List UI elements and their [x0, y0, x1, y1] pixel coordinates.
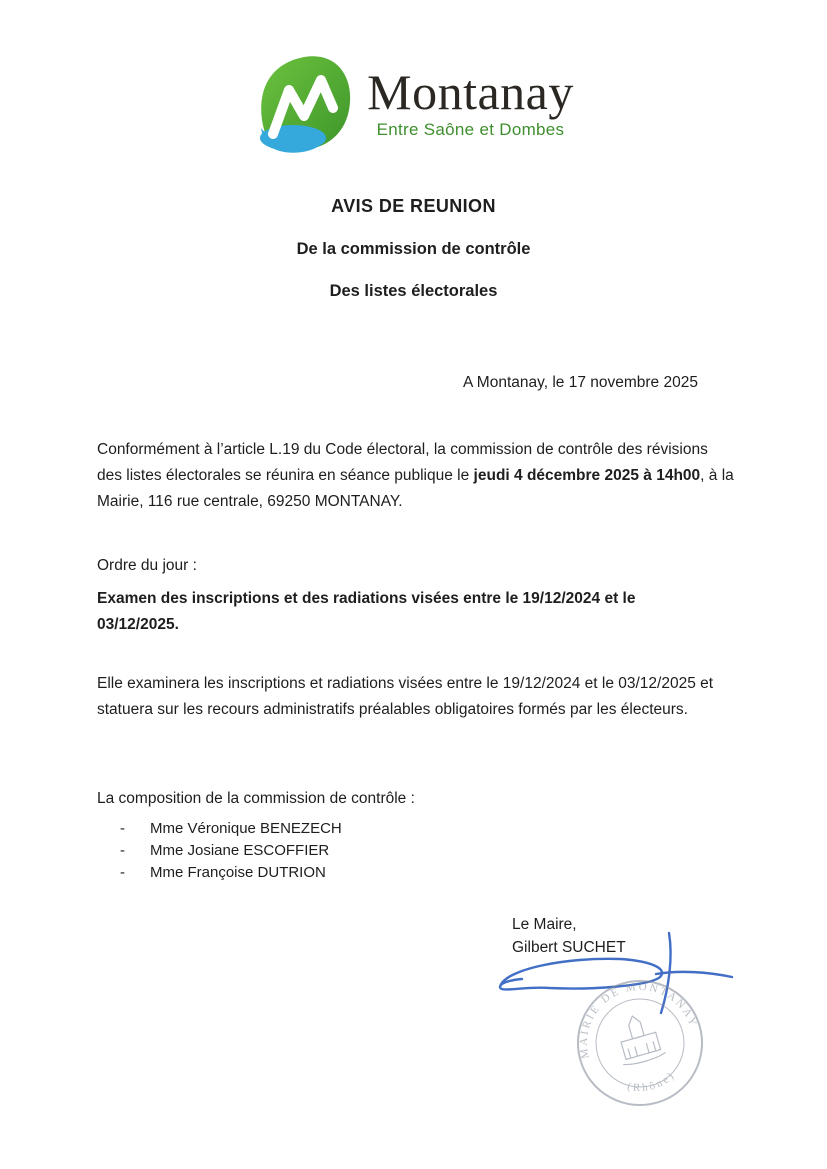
agenda-label: Ordre du jour : — [97, 557, 197, 574]
member-name: Mme Véronique BENEZECH — [150, 820, 342, 837]
title-block — [0, 196, 827, 324]
list-item — [120, 862, 342, 884]
svg-text:MAIRIE DE MONTANAY — [572, 975, 700, 1061]
stamp-building-icon — [611, 1010, 666, 1067]
composition-label: La composition de la commission de contrôle : — [97, 790, 415, 807]
paragraph-convocation-location: , à la Mairie, 116 rue centrale, 69250 MONTANAY. — [97, 467, 734, 510]
logo-text-block — [367, 63, 574, 141]
stamp-text-top: MAIRIE DE MONTANAY — [577, 980, 700, 1060]
logo-tagline: Entre Saône et Dombes — [376, 120, 565, 140]
paragraph-convocation — [97, 437, 734, 515]
stamp-text-bottom: (Rhône) — [626, 1068, 678, 1095]
logo-block — [0, 52, 827, 154]
logo-wordmark: Montanay — [367, 63, 574, 120]
signatory-name: Gilbert SUCHET — [512, 939, 626, 956]
dateline: A Montanay, le 17 novembre 2025 — [463, 374, 698, 391]
doc-title: AVIS DE REUNION — [331, 196, 496, 216]
member-name: Mme Françoise DUTRION — [150, 864, 326, 881]
signatory-role: Le Maire, — [512, 916, 577, 933]
montanay-logo-icon — [253, 52, 353, 154]
official-stamp-icon — [572, 975, 708, 1111]
list-marker: - — [120, 820, 125, 837]
paragraph-examination: Elle examinera les inscriptions et radiations visées entre le 19/12/2024 et le 03/12/2025 et statuera sur les recours administratifs préalables obligatoires formés par les électeurs. — [97, 675, 714, 718]
list-marker: - — [120, 864, 125, 881]
agenda-item: Examen des inscriptions et des radiations visées entre le 19/12/2024 et le 03/12/2025. — [97, 590, 636, 633]
doc-subtitle-2: Des listes électorales — [329, 282, 498, 300]
member-name: Mme Josiane ESCOFFIER — [150, 842, 330, 859]
list-marker: - — [120, 842, 125, 859]
svg-text:(Rhône) — [623, 1067, 680, 1099]
member-list — [120, 818, 342, 884]
meeting-datetime: jeudi 4 décembre 2025 à 14h00 — [473, 467, 701, 484]
doc-subtitle-1: De la commission de contrôle — [296, 240, 531, 258]
list-item — [120, 840, 342, 862]
paragraph-convocation-text: Conformément à l’article L.19 du Code électoral, la commission de contrôle des révisions des listes électorales se réunira en séance publique le — [97, 441, 708, 484]
list-item — [120, 818, 342, 840]
